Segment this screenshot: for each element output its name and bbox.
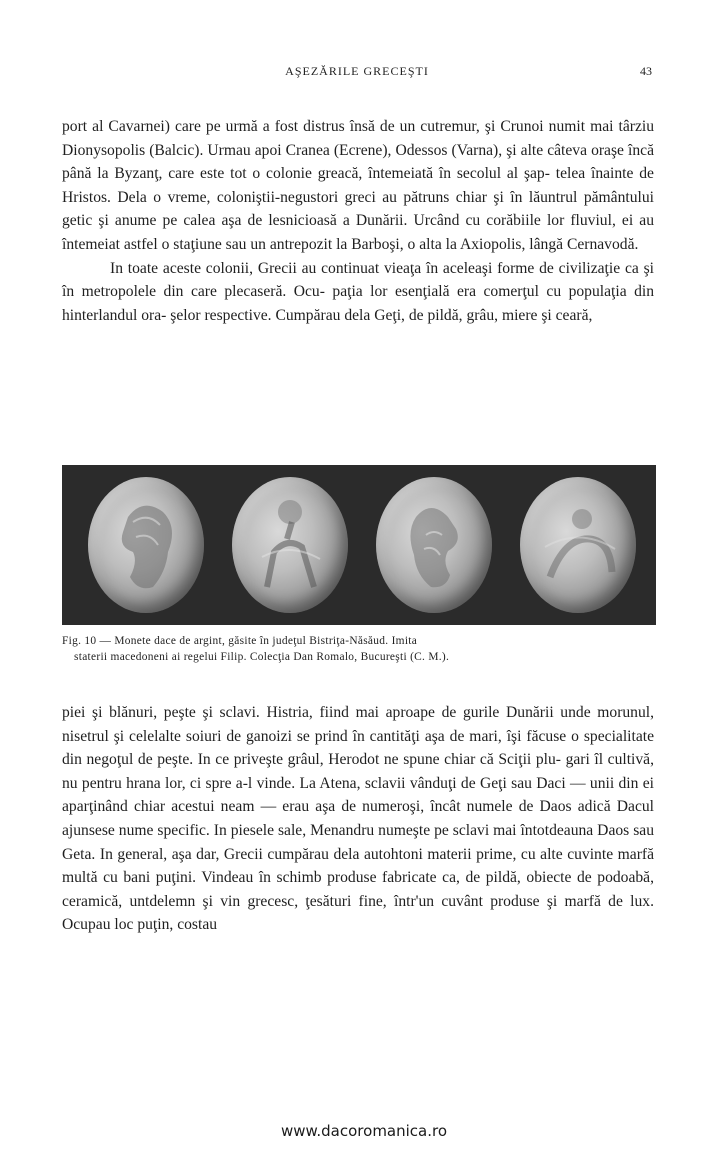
- page-number: 43: [640, 64, 652, 78]
- text-line: obiecte de podoabă, ceramică, untdelemn şi vin grecesc, ţesături fine,: [62, 869, 655, 910]
- text-line: Dacul ajunsese nume specific. In piesele sale, Menandru numeşte: [62, 798, 654, 839]
- text-line: de peşte. In ce priveşte grâul, Herodot ne spune chiar că Sciţii plu-: [137, 751, 561, 769]
- coins-photograph: [62, 465, 656, 625]
- coin-head-left: [88, 477, 204, 613]
- text-line: Cranea (Ecrene), Odessos (Varna), şi alte câteva oraşe încă până la: [62, 141, 654, 183]
- text-line: aşa de lesnicioasă a Dunării. Urcând cu corăbiile lor fluviul, ei au: [221, 212, 655, 230]
- text-line: pe sclavi mai întotdeauna Daos sau Geta. In general, aşa dar, Grecii: [62, 821, 654, 863]
- text-line: paţia lor esenţială era comerţul cu populaţia din hinterlandul ora-: [62, 283, 655, 324]
- text-line: Dunării unde morunul, nisetrul şi celelalte soiuri de ganoizi se: [62, 704, 655, 745]
- text-line: sclavii vânduţi de Geţi sau Daci — unii din ei aparţinând chiar: [62, 774, 654, 816]
- caption-line: staterii macedoneni ai regelui Filip. Colecţia Dan Romalo, Bucureşti (C. M.).: [74, 651, 450, 663]
- coin-horseman-worn: [520, 477, 636, 613]
- text-line: prind în cantităţi aşa de mari, îşi făcuse o specialitate din negoţul: [62, 727, 654, 769]
- text-line: cumpărau dela autohtoni materii prime, cu alte cuvinte marfă multă: [62, 845, 655, 887]
- figure-caption: [62, 633, 654, 665]
- text-line: într'un cuvânt produse şi marfă de lux. Ocupau loc puţin, costau: [62, 892, 655, 934]
- text-line: telea înainte de Hristos. Dela o vreme, coloniştii-negustori greci: [62, 165, 654, 206]
- text-line: au pătruns chiar şi în lăuntrul pământului getic şi anume pe calea: [62, 188, 654, 230]
- paragraph: [62, 115, 654, 257]
- text-line: gari îl cultivă, nu pentru hrana lor, ci spre a-l vinde. La Atena,: [62, 751, 654, 792]
- text-line: Byzanţ, care este tot o colonie greacă, întemeiată în secolul al şap-: [114, 165, 550, 183]
- text-line: In toate aceste colonii, Grecii au continuat vieaţa în aceleaşi: [110, 259, 493, 277]
- text-line: acestui neam — erau aşa de numeroşi, încât numele de Daos adică: [171, 798, 611, 816]
- coin-horseman: [232, 477, 348, 613]
- text-line: piei şi blănuri, peşte şi sclavi. Histria, fiind mai aproape de gurile: [62, 704, 500, 721]
- running-header: [62, 64, 652, 84]
- body-text-bottom: [62, 701, 654, 937]
- body-text-top: [62, 115, 654, 327]
- text-line: Axiopolis, lângă Cernavodă.: [459, 235, 639, 253]
- website-url[interactable]: www.dacoromanica.ro: [280, 1122, 448, 1140]
- text-line: întemeiat astfel o staţiune sau un antrepozit la Barboşi, o alta la: [62, 235, 457, 253]
- text-line: şelor respective. Cumpărau dela Geţi, de pildă, grâu, miere şi ceară,: [170, 306, 593, 324]
- text-line: cu bani puţini. Vindeau în schimb produse fabricate ca, de pildă,: [103, 869, 521, 887]
- chapter-title: AŞEZĂRILE GRECEŞTI: [285, 64, 429, 78]
- text-line: port al Cavarnei) care pe urmă a fost distrus însă de un cutremur,: [62, 118, 480, 135]
- text-line: forme de civilizaţie ca şi în metropolele din care plecaseră. Ocu-: [62, 259, 655, 301]
- text-line: şi Crunoi numit mai târziu Dionysopolis (Balcic). Urmau apoi: [62, 118, 655, 159]
- caption-line: Fig. 10 — Monete dace de argint, găsite în judeţul Bistriţa-Năsăud. Imita: [62, 635, 418, 647]
- paragraph: [62, 701, 654, 937]
- paragraph: [62, 257, 654, 328]
- coin-head-right: [376, 477, 492, 613]
